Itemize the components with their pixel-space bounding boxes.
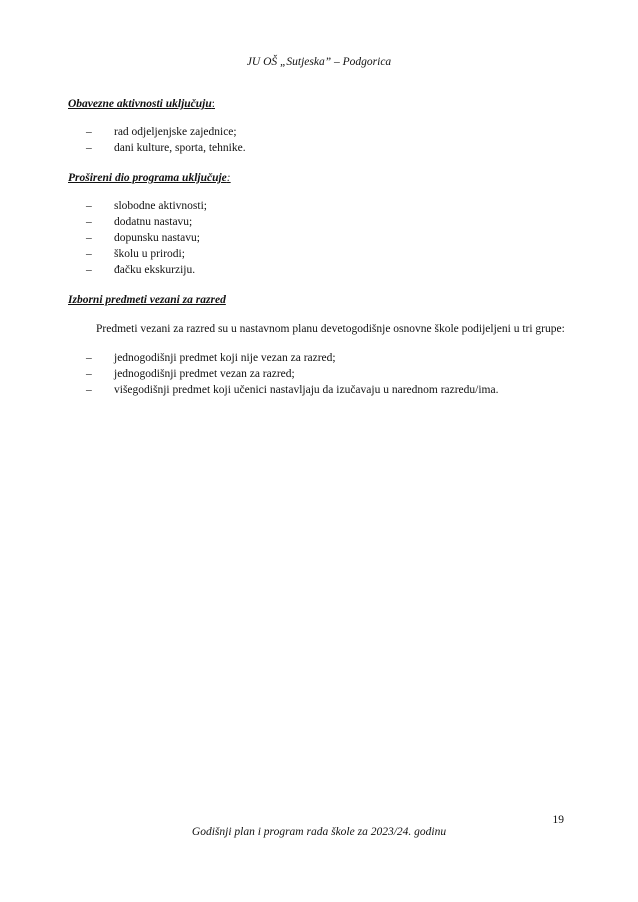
list-item [86,366,568,382]
list-item-text: jednogodišnji predmet koji nije vezan za razred; [114,352,336,364]
dash-marker: – [86,142,92,154]
list-item-text: jednogodišnji predmet vezan za razred; [114,368,295,380]
list-item-text: đačku ekskurziju. [114,264,196,276]
dash-marker: – [86,216,92,228]
dash-marker: – [86,264,92,276]
list-item-text: dodatnu nastavu; [114,216,193,228]
list-item [86,124,568,140]
list-item [86,214,568,230]
list-item [86,198,568,214]
mandatory-heading-text: Obavezne aktivnosti uključuju [68,98,212,110]
dash-marker: – [86,126,92,138]
elective-subjects-heading: Izborni predmeti vezani za razred [68,294,226,306]
list-item-text: dani kulture, sporta, tehnike. [114,142,246,154]
page-footer: Godišnji plan i program rada škole za 2023/24. godinu [191,826,447,838]
mandatory-heading-colon: : [211,98,215,110]
list-item-text: slobodne aktivnosti; [114,200,207,212]
mandatory-activities-list [68,124,568,156]
page-header: JU OŠ „Sutjeska” – Podgorica [246,56,392,68]
elective-subjects-list [68,350,568,398]
list-item [86,246,568,262]
list-item-text: višegodišnji predmet koji učenici nastavljaju da izučavaju u narednom razredu/ima. [114,384,499,396]
dash-marker: – [86,248,92,260]
list-item [86,230,568,246]
dash-marker: – [86,200,92,212]
dash-marker: – [86,384,92,396]
extended-program-heading [68,170,568,186]
list-item [86,140,568,156]
extended-program-list [68,198,568,278]
list-item [86,262,568,278]
extended-heading-text: Prošireni dio programa uključuje [68,172,227,184]
dash-marker: – [86,232,92,244]
dash-marker: – [86,352,92,364]
list-item-text: dopunsku nastavu; [114,232,200,244]
dash-marker: – [86,368,92,380]
list-item [86,350,568,366]
page-number: 19 [552,814,564,826]
extended-heading-colon: : [226,172,231,184]
page-content [68,96,568,412]
mandatory-activities-heading [68,96,568,112]
elective-subjects-paragraph: Predmeti vezani za razred su u nastavnom planu devetogodišnje osnovne škole podijeljeni u tri grupe: [96,323,565,335]
list-item [86,382,568,398]
list-item-text: rad odjeljenjske zajednice; [114,126,237,138]
list-item-text: školu u prirodi; [114,248,185,260]
